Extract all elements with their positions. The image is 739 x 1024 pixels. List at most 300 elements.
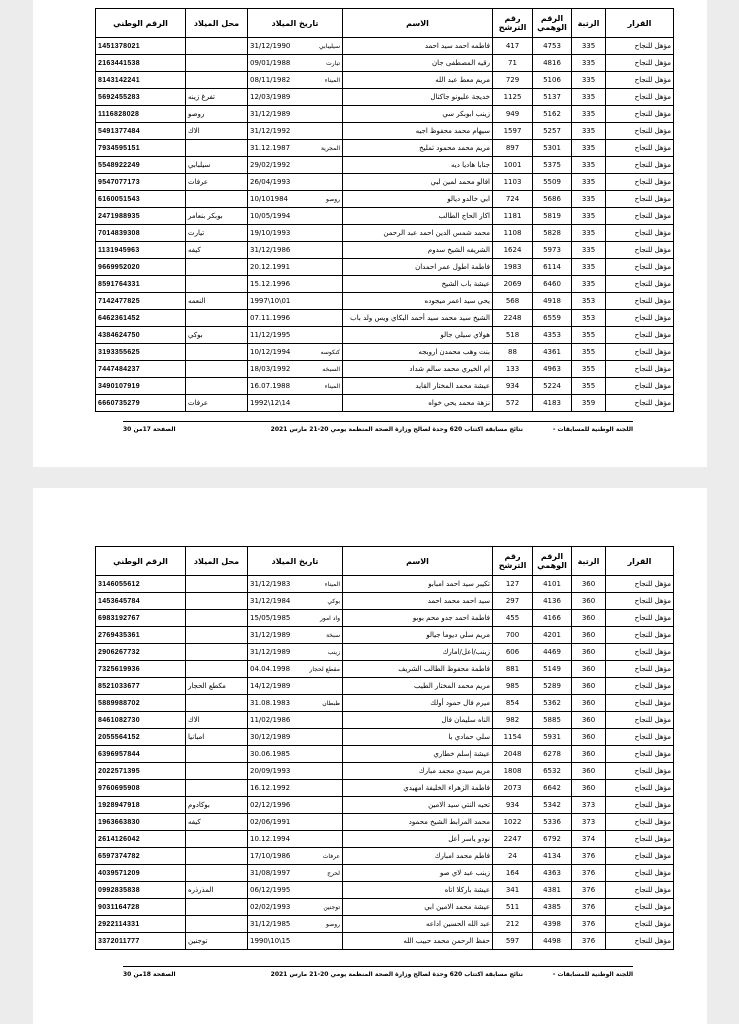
table-row	[96, 55, 674, 72]
decision-cell: مؤهل للنجاح	[606, 593, 674, 610]
birth-date-cell	[248, 593, 343, 610]
birth-place-cell	[186, 310, 248, 327]
birth-place-cell: تفرغ زينه	[186, 89, 248, 106]
decision-cell: مؤهل للنجاح	[606, 644, 674, 661]
rank-cell: 360	[572, 661, 606, 678]
rank-cell: 355	[572, 378, 606, 395]
name-cell: الناه سليمان فال	[343, 712, 493, 729]
birth-date-cell	[248, 327, 343, 344]
national-id-cell: 9760695908	[96, 780, 186, 797]
candidate-number-cell: 71	[493, 55, 533, 72]
candidate-number-cell: 2048	[493, 746, 533, 763]
name-cell: محمد شمس الدين احمد عبد الرحمن	[343, 225, 493, 242]
birth-date-value: 11/12/1995	[250, 330, 291, 339]
birth-place-cell: تيارت	[186, 225, 248, 242]
birth-date-value: 16.07.1988	[250, 381, 291, 390]
birth-place-inline: طبطان	[322, 699, 340, 707]
decision-cell: مؤهل للنجاح	[606, 933, 674, 950]
birth-place-cell	[186, 361, 248, 378]
birth-place-cell	[186, 259, 248, 276]
table-row	[96, 780, 674, 797]
birth-place-cell: مكطع الحجار	[186, 678, 248, 695]
candidate-number-cell: 133	[493, 361, 533, 378]
birth-date-cell	[248, 610, 343, 627]
footer-title: نتائج مسابقة اكتتاب 620 وحدة لصالح وزارة الصحة المنظمة يومي 20-21 مارس 2021	[270, 971, 523, 978]
rank-cell: 355	[572, 361, 606, 378]
table-row	[96, 661, 674, 678]
decision-cell: مؤهل للنجاح	[606, 174, 674, 191]
national-id-cell: 5692455283	[96, 89, 186, 106]
national-id-cell: 7447484237	[96, 361, 186, 378]
rank-cell: 360	[572, 729, 606, 746]
decision-cell: مؤهل للنجاح	[606, 712, 674, 729]
birth-date-cell	[248, 55, 343, 72]
birth-date-cell	[248, 276, 343, 293]
rank-cell: 335	[572, 157, 606, 174]
anon-number-cell: 6460	[533, 276, 572, 293]
table-row	[96, 89, 674, 106]
decision-cell: مؤهل للنجاح	[606, 89, 674, 106]
decision-cell: مؤهل للنجاح	[606, 242, 674, 259]
birth-place-cell	[186, 276, 248, 293]
table-row	[96, 644, 674, 661]
anon-number-cell: 6114	[533, 259, 572, 276]
birth-date-value: 01\10\1997	[250, 296, 291, 305]
anon-number-cell: 5931	[533, 729, 572, 746]
national-id-cell: 6396957844	[96, 746, 186, 763]
candidate-number-cell: 881	[493, 661, 533, 678]
table-row	[96, 933, 674, 950]
birth-date-value: 31/12/1989	[250, 647, 291, 656]
birth-date-value: 31.12.1987	[250, 143, 291, 152]
anon-number-cell: 5149	[533, 661, 572, 678]
birth-date-cell	[248, 865, 343, 882]
rank-cell: 335	[572, 38, 606, 55]
birth-place-cell	[186, 661, 248, 678]
col-header-decision: القرار	[606, 547, 674, 576]
candidate-number-cell: 949	[493, 106, 533, 123]
rank-cell: 335	[572, 174, 606, 191]
rank-cell: 360	[572, 678, 606, 695]
birth-date-cell	[248, 627, 343, 644]
name-cell: نودو ياسر أعل	[343, 831, 493, 848]
national-id-cell: 9547077173	[96, 174, 186, 191]
birth-date-cell	[248, 848, 343, 865]
birth-date-value: 08/11/1982	[250, 75, 291, 84]
table-header-row	[96, 9, 674, 38]
candidate-number-cell: 1808	[493, 763, 533, 780]
name-cell: زينب عبد لاي صو	[343, 865, 493, 882]
candidate-number-cell: 700	[493, 627, 533, 644]
table-row	[96, 225, 674, 242]
name-cell: نزهة محمد يحي خواه	[343, 395, 493, 412]
table-row	[96, 814, 674, 831]
birth-date-value: 18/03/1992	[250, 364, 291, 373]
birth-date-value: 12/03/1989	[250, 92, 291, 101]
birth-place-inline: روصو	[326, 920, 340, 928]
table-row	[96, 242, 674, 259]
table-row	[96, 899, 674, 916]
birth-date-value: 10/05/1994	[250, 211, 291, 220]
name-cell: عيشة محمد الامين ابي	[343, 899, 493, 916]
birth-date-value: 31/12/1989	[250, 630, 291, 639]
candidate-number-cell: 2069	[493, 276, 533, 293]
anon-number-cell: 5106	[533, 72, 572, 89]
table-row	[96, 865, 674, 882]
birth-date-cell	[248, 661, 343, 678]
national-id-cell: 8143142241	[96, 72, 186, 89]
rank-cell: 335	[572, 242, 606, 259]
birth-place-inline: زينب	[327, 648, 340, 656]
candidate-number-cell: 1022	[493, 814, 533, 831]
candidate-number-cell: 982	[493, 712, 533, 729]
candidate-number-cell: 2073	[493, 780, 533, 797]
col-header-place: محل الميلاد	[186, 547, 248, 576]
national-id-cell: 2022571395	[96, 763, 186, 780]
rank-cell: 335	[572, 89, 606, 106]
anon-number-cell: 6642	[533, 780, 572, 797]
name-cell: سلي حمادي با	[343, 729, 493, 746]
name-cell: مريم سلي ديوما جيالو	[343, 627, 493, 644]
candidate-number-cell: 2248	[493, 310, 533, 327]
name-cell: فاطمة احمد جدو محم بوبو	[343, 610, 493, 627]
candidate-number-cell: 934	[493, 378, 533, 395]
decision-cell: مؤهل للنجاح	[606, 678, 674, 695]
national-id-cell: 2471988935	[96, 208, 186, 225]
table-row	[96, 276, 674, 293]
candidate-number-cell: 164	[493, 865, 533, 882]
national-id-cell: 9669952020	[96, 259, 186, 276]
name-cell: عيشة إسلم خطاري	[343, 746, 493, 763]
table-header-row	[96, 547, 674, 576]
birth-date-value: 02/06/1991	[250, 817, 291, 826]
candidate-number-cell: 1154	[493, 729, 533, 746]
birth-place-cell: الاك	[186, 123, 248, 140]
rank-cell: 335	[572, 191, 606, 208]
birth-place-cell: عرفات	[186, 395, 248, 412]
birth-date-value: 02/02/1993	[250, 902, 291, 911]
table-row	[96, 746, 674, 763]
table-row	[96, 678, 674, 695]
national-id-cell: 1451378021	[96, 38, 186, 55]
name-cell: افالو محمد لمين لبي	[343, 174, 493, 191]
anon-number-cell: 5162	[533, 106, 572, 123]
birth-place-cell: امبانيا	[186, 729, 248, 746]
table-row	[96, 576, 674, 593]
birth-place-cell: روصو	[186, 106, 248, 123]
decision-cell: مؤهل للنجاح	[606, 797, 674, 814]
decision-cell: مؤهل للنجاح	[606, 916, 674, 933]
candidate-number-cell: 1181	[493, 208, 533, 225]
birth-date-value: 15.12.1996	[250, 279, 291, 288]
national-id-cell: 3146055612	[96, 576, 186, 593]
anon-number-cell: 4134	[533, 848, 572, 865]
national-id-cell: 2769435361	[96, 627, 186, 644]
decision-cell: مؤهل للنجاح	[606, 831, 674, 848]
birth-date-value: 02/12/1996	[250, 800, 291, 809]
decision-cell: مؤهل للنجاح	[606, 276, 674, 293]
birth-place-cell	[186, 378, 248, 395]
col-header-rank: الرتبة	[572, 547, 606, 576]
candidate-number-cell: 985	[493, 678, 533, 695]
anon-number-cell: 5819	[533, 208, 572, 225]
anon-number-cell: 4385	[533, 899, 572, 916]
decision-cell: مؤهل للنجاح	[606, 310, 674, 327]
decision-cell: مؤهل للنجاح	[606, 72, 674, 89]
candidate-number-cell: 297	[493, 593, 533, 610]
national-id-cell: 7934595151	[96, 140, 186, 157]
birth-date-value: 31/12/1990	[250, 41, 291, 50]
decision-cell: مؤهل للنجاح	[606, 55, 674, 72]
decision-cell: مؤهل للنجاح	[606, 208, 674, 225]
birth-date-value: 31/12/1985	[250, 919, 291, 928]
rank-cell: 376	[572, 882, 606, 899]
candidate-number-cell: 1108	[493, 225, 533, 242]
birth-date-value: 19/10/1993	[250, 228, 291, 237]
candidate-number-cell: 511	[493, 899, 533, 916]
national-id-cell: 2906267732	[96, 644, 186, 661]
birth-date-value: 10/12/1994	[250, 347, 291, 356]
national-id-cell: 2055564152	[96, 729, 186, 746]
birth-date-value: 20.12.1991	[250, 262, 291, 271]
birth-place-inline: الميناء	[324, 580, 340, 588]
candidate-number-cell: 606	[493, 644, 533, 661]
table-row	[96, 848, 674, 865]
birth-place-inline: توجنين	[323, 903, 340, 911]
rank-cell: 360	[572, 763, 606, 780]
birth-place-inline: الميناء	[324, 382, 340, 390]
birth-date-cell	[248, 814, 343, 831]
birth-date-value: 06/12/1995	[250, 885, 291, 894]
birth-date-cell	[248, 174, 343, 191]
birth-place-cell	[186, 576, 248, 593]
national-id-cell: 7142477825	[96, 293, 186, 310]
rank-cell: 355	[572, 327, 606, 344]
birth-place-inline: بوكي	[327, 597, 340, 605]
anon-number-cell: 5342	[533, 797, 572, 814]
col-header-dob: تاريخ الميلاد	[248, 9, 343, 38]
rank-cell: 373	[572, 814, 606, 831]
birth-place-inline: المجرية	[320, 144, 340, 152]
col-header-dob: تاريخ الميلاد	[248, 547, 343, 576]
birth-place-cell: كيفه	[186, 242, 248, 259]
birth-date-cell	[248, 361, 343, 378]
national-id-cell: 6462361452	[96, 310, 186, 327]
birth-date-value: 14/12/1989	[250, 681, 291, 690]
decision-cell: مؤهل للنجاح	[606, 729, 674, 746]
name-cell: فاطمه احمد سيد احمد	[343, 38, 493, 55]
anon-number-cell: 4353	[533, 327, 572, 344]
national-id-cell: 3193355625	[96, 344, 186, 361]
birth-date-cell	[248, 157, 343, 174]
birth-date-cell	[248, 89, 343, 106]
anon-number-cell: 4381	[533, 882, 572, 899]
birth-date-cell	[248, 106, 343, 123]
name-cell: تكيبر سيد احمد امبابو	[343, 576, 493, 593]
anon-number-cell: 4753	[533, 38, 572, 55]
col-header-name: الاسم	[343, 9, 493, 38]
birth-place-cell	[186, 763, 248, 780]
candidate-number-cell: 1001	[493, 157, 533, 174]
birth-place-inline: تيارت	[326, 59, 340, 67]
table-row	[96, 378, 674, 395]
birth-place-cell: الاك	[186, 712, 248, 729]
anon-number-cell: 5289	[533, 678, 572, 695]
table-row	[96, 593, 674, 610]
table-row	[96, 610, 674, 627]
decision-cell: مؤهل للنجاح	[606, 627, 674, 644]
name-cell: بنت وهب محمدن اروبجه	[343, 344, 493, 361]
name-cell: خديجة عليونو جاكتال	[343, 89, 493, 106]
name-cell: فاطمة محفوظ الطالب الشريف	[343, 661, 493, 678]
birth-place-inline: كنكوسه	[320, 348, 340, 356]
table-row	[96, 310, 674, 327]
decision-cell: مؤهل للنجاح	[606, 106, 674, 123]
name-cell: ميرم فال حمود أولك	[343, 695, 493, 712]
table-row	[96, 627, 674, 644]
name-cell: فاطم محمد امبارك	[343, 848, 493, 865]
birth-date-value: 11/02/1986	[250, 715, 291, 724]
anon-number-cell: 6532	[533, 763, 572, 780]
birth-date-cell	[248, 916, 343, 933]
rank-cell: 335	[572, 123, 606, 140]
birth-date-value: 04.04.1998	[250, 664, 291, 673]
national-id-cell: 2922114331	[96, 916, 186, 933]
decision-cell: مؤهل للنجاح	[606, 293, 674, 310]
anon-number-cell: 4963	[533, 361, 572, 378]
birth-place-inline: السبخه	[322, 365, 340, 373]
national-id-cell: 9031164728	[96, 899, 186, 916]
birth-place-cell	[186, 593, 248, 610]
national-id-cell: 8521033677	[96, 678, 186, 695]
table-row	[96, 72, 674, 89]
decision-cell: مؤهل للنجاح	[606, 140, 674, 157]
anon-number-cell: 6278	[533, 746, 572, 763]
birth-date-cell	[248, 933, 343, 950]
anon-number-cell: 5257	[533, 123, 572, 140]
anon-number-cell: 5301	[533, 140, 572, 157]
decision-cell: مؤهل للنجاح	[606, 814, 674, 831]
decision-cell: مؤهل للنجاح	[606, 695, 674, 712]
decision-cell: مؤهل للنجاح	[606, 746, 674, 763]
rank-cell: 335	[572, 72, 606, 89]
birth-place-inline: الميناء	[324, 76, 340, 84]
candidate-number-cell: 597	[493, 933, 533, 950]
results-table	[95, 546, 674, 950]
name-cell: محمد المرابط الشيخ محمود	[343, 814, 493, 831]
col-header-name: الاسم	[343, 547, 493, 576]
candidate-number-cell: 729	[493, 72, 533, 89]
birth-place-cell	[186, 191, 248, 208]
birth-place-cell	[186, 780, 248, 797]
table-row	[96, 763, 674, 780]
col-header-cand: رقم الترشح	[493, 9, 533, 38]
name-cell: جنابا هاديا ديه	[343, 157, 493, 174]
birth-date-cell	[248, 882, 343, 899]
birth-date-value: 15/05/1985	[250, 613, 291, 622]
birth-date-cell	[248, 123, 343, 140]
birth-place-cell	[186, 38, 248, 55]
birth-place-cell: كيفه	[186, 814, 248, 831]
candidate-number-cell: 212	[493, 916, 533, 933]
decision-cell: مؤهل للنجاح	[606, 327, 674, 344]
anon-number-cell: 4498	[533, 933, 572, 950]
national-id-cell: 1928947918	[96, 797, 186, 814]
birth-date-value: 10/101984	[250, 194, 288, 203]
anon-number-cell: 4101	[533, 576, 572, 593]
col-header-nni: الرقم الوطني	[96, 9, 186, 38]
table-row	[96, 395, 674, 412]
decision-cell: مؤهل للنجاح	[606, 661, 674, 678]
birth-date-value: 31.08.1983	[250, 698, 291, 707]
birth-place-inline: مقطع لحجار	[309, 665, 340, 673]
candidate-number-cell: 854	[493, 695, 533, 712]
candidate-number-cell: 341	[493, 882, 533, 899]
national-id-cell: 5491377484	[96, 123, 186, 140]
candidate-number-cell: 897	[493, 140, 533, 157]
name-cell: سيهام محمد محفوظ اجيه	[343, 123, 493, 140]
birth-place-inline: واد امور	[319, 614, 340, 622]
anon-number-cell: 5828	[533, 225, 572, 242]
national-id-cell: 6597374782	[96, 848, 186, 865]
name-cell: مريم معط عبد الله	[343, 72, 493, 89]
birth-date-value: 31/12/1983	[250, 579, 291, 588]
rank-cell: 360	[572, 712, 606, 729]
rank-cell: 355	[572, 344, 606, 361]
candidate-number-cell: 724	[493, 191, 533, 208]
national-id-cell: 6660735279	[96, 395, 186, 412]
decision-cell: مؤهل للنجاح	[606, 576, 674, 593]
rank-cell: 335	[572, 259, 606, 276]
decision-cell: مؤهل للنجاح	[606, 225, 674, 242]
rank-cell: 376	[572, 933, 606, 950]
decision-cell: مؤهل للنجاح	[606, 38, 674, 55]
table-row	[96, 208, 674, 225]
anon-number-cell: 6559	[533, 310, 572, 327]
decision-cell: مؤهل للنجاح	[606, 780, 674, 797]
rank-cell: 376	[572, 865, 606, 882]
birth-date-cell	[248, 378, 343, 395]
birth-date-value: 16.12.1992	[250, 783, 291, 792]
birth-date-cell	[248, 712, 343, 729]
national-id-cell: 0992835838	[96, 882, 186, 899]
name-cell: يحي سيد اعمر ميجوده	[343, 293, 493, 310]
birth-date-value: 15\10\1990	[250, 936, 291, 945]
decision-cell: مؤهل للنجاح	[606, 610, 674, 627]
birth-date-value: 29/02/1992	[250, 160, 291, 169]
anon-number-cell: 5362	[533, 695, 572, 712]
anon-number-cell: 4816	[533, 55, 572, 72]
birth-date-value: 31/08/1997	[250, 868, 291, 877]
rank-cell: 376	[572, 848, 606, 865]
anon-number-cell: 4136	[533, 593, 572, 610]
results-table	[95, 8, 674, 412]
birth-date-cell	[248, 763, 343, 780]
anon-number-cell: 4166	[533, 610, 572, 627]
table-row	[96, 259, 674, 276]
table-row	[96, 191, 674, 208]
birth-place-cell	[186, 644, 248, 661]
table-row	[96, 729, 674, 746]
table-row	[96, 123, 674, 140]
birth-date-cell	[248, 644, 343, 661]
rank-cell: 360	[572, 644, 606, 661]
table-row	[96, 106, 674, 123]
birth-place-cell	[186, 831, 248, 848]
anon-number-cell: 5973	[533, 242, 572, 259]
anon-number-cell: 4398	[533, 916, 572, 933]
rank-cell: 360	[572, 593, 606, 610]
